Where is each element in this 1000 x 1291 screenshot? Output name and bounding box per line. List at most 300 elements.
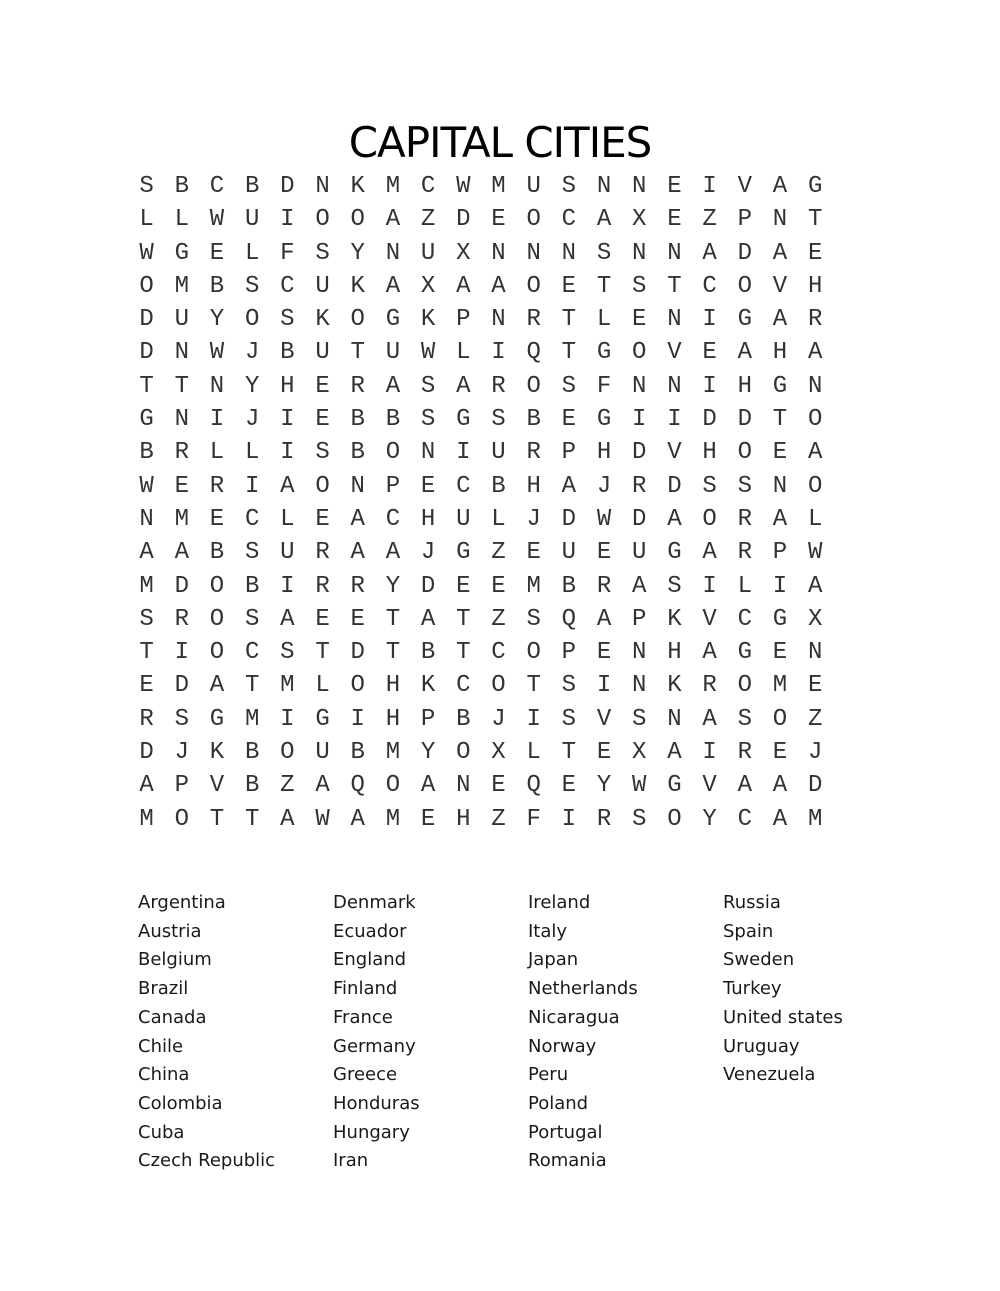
grid-letter[interactable]: W <box>456 173 471 200</box>
grid-letter[interactable]: S <box>174 705 189 733</box>
grid-letter[interactable]: N <box>491 306 506 334</box>
grid-letter[interactable]: H <box>702 439 717 467</box>
grid-letter[interactable]: B <box>174 173 189 200</box>
grid-letter[interactable]: B <box>244 739 260 767</box>
grid-letter[interactable]: R <box>526 439 541 467</box>
grid-letter[interactable]: T <box>315 639 330 667</box>
grid-letter[interactable]: S <box>315 439 330 467</box>
grid-letter[interactable]: V <box>702 605 717 633</box>
grid-letter[interactable]: N <box>632 239 647 267</box>
grid-letter[interactable]: S <box>280 639 295 667</box>
grid-letter[interactable]: E <box>209 505 225 533</box>
grid-letter[interactable]: P <box>385 472 401 500</box>
grid-letter[interactable]: R <box>139 705 154 733</box>
grid-letter[interactable]: G <box>737 306 752 334</box>
grid-letter[interactable]: G <box>596 406 612 434</box>
grid-letter[interactable]: O <box>737 439 752 467</box>
grid-letter[interactable]: W <box>315 805 330 833</box>
grid-letter[interactable]: N <box>667 306 682 334</box>
grid-letter[interactable]: N <box>632 639 647 667</box>
grid-letter[interactable]: L <box>244 439 260 467</box>
grid-letter[interactable]: E <box>772 739 788 767</box>
grid-letter[interactable]: O <box>491 672 506 700</box>
grid-letter[interactable]: E <box>420 805 436 833</box>
grid-letter[interactable]: N <box>807 372 823 400</box>
grid-letter[interactable]: G <box>456 406 471 434</box>
grid-letter[interactable]: A <box>561 472 577 500</box>
grid-letter[interactable]: G <box>209 705 225 733</box>
grid-letter[interactable]: O <box>315 206 330 234</box>
grid-letter[interactable]: O <box>702 505 717 533</box>
grid-letter[interactable]: C <box>244 505 260 533</box>
grid-letter[interactable]: K <box>209 739 225 767</box>
grid-letter[interactable]: C <box>456 472 471 500</box>
grid-letter[interactable]: E <box>315 406 330 434</box>
grid-letter[interactable]: C <box>420 173 436 200</box>
grid-letter[interactable]: X <box>807 605 823 633</box>
grid-letter[interactable]: O <box>667 805 682 833</box>
grid-letter[interactable]: L <box>491 505 506 533</box>
grid-letter[interactable]: L <box>596 306 612 334</box>
grid-letter[interactable]: O <box>737 272 752 300</box>
grid-letter[interactable]: B <box>526 406 541 434</box>
grid-letter[interactable]: G <box>667 772 682 800</box>
grid-letter[interactable]: S <box>737 472 752 500</box>
grid-letter[interactable]: K <box>420 672 436 700</box>
grid-letter[interactable]: S <box>244 605 260 633</box>
grid-letter[interactable]: Z <box>702 206 717 234</box>
grid-letter[interactable]: D <box>702 406 717 434</box>
grid-letter[interactable]: R <box>174 439 189 467</box>
grid-letter[interactable]: W <box>596 505 612 533</box>
grid-letter[interactable]: I <box>280 406 295 434</box>
grid-letter[interactable]: L <box>807 505 823 533</box>
grid-letter[interactable]: U <box>244 206 260 234</box>
grid-letter[interactable]: B <box>350 406 365 434</box>
grid-letter[interactable]: I <box>350 705 365 733</box>
grid-letter[interactable]: S <box>420 406 436 434</box>
grid-letter[interactable]: O <box>209 605 225 633</box>
grid-letter[interactable]: B <box>244 772 260 800</box>
grid-letter[interactable]: U <box>456 505 471 533</box>
grid-letter[interactable]: W <box>420 339 436 367</box>
grid-letter[interactable]: G <box>174 239 189 267</box>
grid-letter[interactable]: B <box>209 539 225 567</box>
grid-letter[interactable]: S <box>632 705 647 733</box>
grid-letter[interactable]: W <box>139 472 154 500</box>
grid-letter[interactable]: N <box>772 206 788 234</box>
grid-letter[interactable]: V <box>209 772 225 800</box>
grid-letter[interactable]: K <box>315 306 330 334</box>
grid-letter[interactable]: O <box>526 639 541 667</box>
grid-letter[interactable]: R <box>209 472 225 500</box>
grid-letter[interactable]: C <box>561 206 577 234</box>
grid-letter[interactable]: H <box>280 372 295 400</box>
grid-letter[interactable]: A <box>702 539 717 567</box>
grid-letter[interactable]: O <box>174 805 189 833</box>
grid-letter[interactable]: P <box>561 639 577 667</box>
grid-letter[interactable]: A <box>350 539 365 567</box>
grid-letter[interactable]: L <box>139 206 154 234</box>
grid-letter[interactable]: T <box>561 739 577 767</box>
grid-letter[interactable]: N <box>350 472 365 500</box>
grid-letter[interactable]: A <box>772 772 788 800</box>
grid-letter[interactable]: M <box>174 505 189 533</box>
grid-letter[interactable]: O <box>385 772 401 800</box>
grid-letter[interactable]: M <box>491 173 506 200</box>
grid-letter[interactable]: M <box>280 672 295 700</box>
grid-letter[interactable]: Y <box>244 372 260 400</box>
grid-letter[interactable]: A <box>772 505 788 533</box>
grid-letter[interactable]: X <box>491 739 506 767</box>
grid-letter[interactable]: W <box>139 239 154 267</box>
grid-letter[interactable]: N <box>491 239 506 267</box>
grid-letter[interactable]: A <box>280 605 295 633</box>
grid-letter[interactable]: I <box>280 439 295 467</box>
grid-letter[interactable]: P <box>632 605 647 633</box>
grid-letter[interactable]: E <box>491 572 506 600</box>
grid-letter[interactable]: N <box>526 239 541 267</box>
grid-letter[interactable]: E <box>526 539 541 567</box>
grid-letter[interactable]: Y <box>385 572 401 600</box>
grid-letter[interactable]: D <box>420 572 436 600</box>
grid-letter[interactable]: A <box>772 805 788 833</box>
grid-letter[interactable]: S <box>139 173 154 200</box>
grid-letter[interactable]: D <box>667 472 682 500</box>
grid-letter[interactable]: W <box>807 539 823 567</box>
grid-letter[interactable]: M <box>385 805 401 833</box>
grid-letter[interactable]: T <box>385 639 401 667</box>
grid-letter[interactable]: A <box>702 239 717 267</box>
grid-letter[interactable]: Y <box>702 805 717 833</box>
grid-letter[interactable]: A <box>807 572 823 600</box>
grid-letter[interactable]: D <box>139 339 154 367</box>
grid-letter[interactable]: U <box>315 272 330 300</box>
grid-letter[interactable]: A <box>667 739 682 767</box>
grid-letter[interactable]: S <box>561 173 577 200</box>
grid-letter[interactable]: A <box>350 505 365 533</box>
grid-letter[interactable]: E <box>667 173 682 200</box>
grid-letter[interactable]: A <box>280 472 295 500</box>
grid-letter[interactable]: C <box>209 173 225 200</box>
grid-letter[interactable]: B <box>350 439 365 467</box>
grid-letter[interactable]: E <box>315 372 330 400</box>
grid-letter[interactable]: P <box>174 772 189 800</box>
grid-letter[interactable]: I <box>702 173 717 200</box>
grid-letter[interactable]: E <box>456 572 471 600</box>
grid-letter[interactable]: S <box>632 272 647 300</box>
grid-letter[interactable]: A <box>772 306 788 334</box>
grid-letter[interactable]: E <box>561 406 577 434</box>
grid-letter[interactable]: N <box>174 406 189 434</box>
grid-letter[interactable]: D <box>632 505 647 533</box>
grid-letter[interactable]: E <box>209 239 225 267</box>
grid-letter[interactable]: T <box>456 639 471 667</box>
grid-letter[interactable]: M <box>385 739 401 767</box>
grid-letter[interactable]: Y <box>350 239 365 267</box>
grid-letter[interactable]: X <box>632 739 647 767</box>
grid-letter[interactable]: O <box>315 472 330 500</box>
grid-letter[interactable]: Q <box>561 605 577 633</box>
grid-letter[interactable]: K <box>350 272 365 300</box>
grid-letter[interactable]: E <box>772 639 788 667</box>
grid-letter[interactable]: E <box>632 306 647 334</box>
grid-letter[interactable]: D <box>456 206 471 234</box>
grid-letter[interactable]: R <box>174 605 189 633</box>
grid-letter[interactable]: N <box>632 372 647 400</box>
grid-letter[interactable]: T <box>174 372 189 400</box>
grid-letter[interactable]: A <box>385 206 401 234</box>
grid-letter[interactable]: E <box>596 539 612 567</box>
grid-letter[interactable]: S <box>420 372 436 400</box>
grid-letter[interactable]: N <box>667 705 682 733</box>
grid-letter[interactable]: M <box>139 805 154 833</box>
grid-letter[interactable]: C <box>280 272 295 300</box>
grid-letter[interactable]: J <box>420 539 436 567</box>
grid-letter[interactable]: C <box>702 272 717 300</box>
grid-letter[interactable]: E <box>596 739 612 767</box>
grid-letter[interactable]: J <box>526 505 541 533</box>
grid-letter[interactable]: S <box>737 705 752 733</box>
grid-letter[interactable]: B <box>280 339 295 367</box>
grid-letter[interactable]: T <box>772 406 788 434</box>
grid-letter[interactable]: O <box>244 306 260 334</box>
grid-letter[interactable]: D <box>807 772 823 800</box>
grid-letter[interactable]: D <box>139 306 154 334</box>
grid-letter[interactable]: N <box>596 173 612 200</box>
grid-letter[interactable]: S <box>526 605 541 633</box>
grid-letter[interactable]: T <box>385 605 401 633</box>
grid-letter[interactable]: A <box>667 505 682 533</box>
grid-letter[interactable]: V <box>737 173 752 200</box>
grid-letter[interactable]: S <box>561 705 577 733</box>
grid-letter[interactable]: I <box>632 406 647 434</box>
grid-letter[interactable]: S <box>596 239 612 267</box>
grid-letter[interactable]: D <box>174 572 189 600</box>
grid-letter[interactable]: Q <box>350 772 365 800</box>
grid-letter[interactable]: X <box>632 206 647 234</box>
grid-letter[interactable]: G <box>596 339 612 367</box>
grid-letter[interactable]: T <box>596 272 612 300</box>
grid-letter[interactable]: U <box>385 339 401 367</box>
grid-letter[interactable]: L <box>315 672 330 700</box>
grid-letter[interactable]: R <box>737 505 752 533</box>
grid-letter[interactable]: R <box>491 372 506 400</box>
grid-letter[interactable]: A <box>209 672 225 700</box>
grid-letter[interactable]: B <box>385 406 401 434</box>
grid-letter[interactable]: E <box>807 239 823 267</box>
grid-letter[interactable]: E <box>561 772 577 800</box>
grid-letter[interactable]: A <box>420 772 436 800</box>
grid-letter[interactable]: U <box>420 239 436 267</box>
grid-letter[interactable]: S <box>702 472 717 500</box>
grid-letter[interactable]: R <box>737 739 752 767</box>
grid-letter[interactable]: A <box>456 272 471 300</box>
grid-letter[interactable]: A <box>280 805 295 833</box>
grid-letter[interactable]: G <box>315 705 330 733</box>
grid-letter[interactable]: O <box>807 472 823 500</box>
grid-letter[interactable]: I <box>280 206 295 234</box>
grid-letter[interactable]: I <box>491 339 506 367</box>
grid-letter[interactable]: T <box>209 805 225 833</box>
grid-letter[interactable]: S <box>244 539 260 567</box>
grid-letter[interactable]: T <box>244 805 260 833</box>
grid-letter[interactable]: M <box>244 705 260 733</box>
grid-letter[interactable]: E <box>772 439 788 467</box>
grid-letter[interactable]: L <box>244 239 260 267</box>
grid-letter[interactable]: M <box>139 572 154 600</box>
grid-letter[interactable]: E <box>667 206 682 234</box>
grid-letter[interactable]: I <box>702 739 717 767</box>
grid-letter[interactable]: S <box>632 805 647 833</box>
grid-letter[interactable]: R <box>315 572 330 600</box>
grid-letter[interactable]: E <box>174 472 189 500</box>
grid-letter[interactable]: A <box>385 372 401 400</box>
grid-letter[interactable]: O <box>350 672 365 700</box>
grid-letter[interactable]: A <box>456 372 471 400</box>
grid-letter[interactable]: U <box>280 539 295 567</box>
grid-letter[interactable]: Z <box>807 705 823 733</box>
grid-letter[interactable]: R <box>807 306 823 334</box>
grid-letter[interactable]: L <box>526 739 541 767</box>
grid-letter[interactable]: O <box>350 306 365 334</box>
grid-letter[interactable]: O <box>737 672 752 700</box>
grid-letter[interactable]: A <box>807 339 823 367</box>
grid-letter[interactable]: E <box>350 605 365 633</box>
grid-letter[interactable]: A <box>807 439 823 467</box>
grid-letter[interactable]: L <box>174 206 189 234</box>
grid-letter[interactable]: S <box>139 605 154 633</box>
grid-letter[interactable]: G <box>772 372 788 400</box>
grid-letter[interactable]: O <box>456 739 471 767</box>
grid-letter[interactable]: A <box>139 539 154 567</box>
grid-letter[interactable]: D <box>737 239 752 267</box>
grid-letter[interactable]: A <box>420 605 436 633</box>
grid-letter[interactable]: N <box>456 772 471 800</box>
grid-letter[interactable]: H <box>737 372 752 400</box>
grid-letter[interactable]: S <box>315 239 330 267</box>
grid-letter[interactable]: B <box>350 739 365 767</box>
grid-letter[interactable]: A <box>772 239 788 267</box>
grid-letter[interactable]: R <box>596 805 612 833</box>
grid-letter[interactable]: N <box>174 339 189 367</box>
grid-letter[interactable]: A <box>385 539 401 567</box>
grid-letter[interactable]: H <box>420 505 436 533</box>
grid-letter[interactable]: C <box>385 505 401 533</box>
grid-letter[interactable]: V <box>667 339 682 367</box>
grid-letter[interactable]: D <box>280 173 295 200</box>
grid-letter[interactable]: H <box>385 672 401 700</box>
grid-letter[interactable]: P <box>456 306 471 334</box>
grid-letter[interactable]: E <box>491 206 506 234</box>
grid-letter[interactable]: K <box>667 672 682 700</box>
grid-letter[interactable]: G <box>385 306 401 334</box>
grid-letter[interactable]: Y <box>209 306 225 334</box>
grid-letter[interactable]: S <box>280 306 295 334</box>
grid-letter[interactable]: E <box>807 672 823 700</box>
grid-letter[interactable]: G <box>667 539 682 567</box>
grid-letter[interactable]: J <box>244 406 260 434</box>
grid-letter[interactable]: K <box>420 306 436 334</box>
grid-letter[interactable]: A <box>632 572 647 600</box>
grid-letter[interactable]: Z <box>491 605 506 633</box>
grid-letter[interactable]: A <box>491 272 506 300</box>
grid-letter[interactable]: C <box>456 672 471 700</box>
grid-letter[interactable]: T <box>526 672 541 700</box>
grid-letter[interactable]: S <box>667 572 682 600</box>
grid-letter[interactable]: O <box>772 705 788 733</box>
grid-letter[interactable]: H <box>772 339 788 367</box>
grid-letter[interactable]: B <box>561 572 577 600</box>
grid-letter[interactable]: L <box>737 572 752 600</box>
grid-letter[interactable]: A <box>139 772 154 800</box>
grid-letter[interactable]: F <box>526 805 541 833</box>
grid-letter[interactable]: E <box>315 605 330 633</box>
grid-letter[interactable]: M <box>807 805 823 833</box>
grid-letter[interactable]: N <box>315 173 330 200</box>
grid-letter[interactable]: N <box>209 372 225 400</box>
grid-letter[interactable]: C <box>491 639 506 667</box>
grid-letter[interactable]: R <box>632 472 647 500</box>
grid-letter[interactable]: B <box>244 173 260 200</box>
grid-letter[interactable]: O <box>209 572 225 600</box>
grid-letter[interactable]: T <box>244 672 260 700</box>
grid-letter[interactable]: E <box>491 772 506 800</box>
grid-letter[interactable]: P <box>420 705 436 733</box>
grid-letter[interactable]: R <box>596 572 612 600</box>
grid-letter[interactable]: R <box>526 306 541 334</box>
grid-letter[interactable]: B <box>244 572 260 600</box>
grid-letter[interactable]: B <box>139 439 154 467</box>
grid-letter[interactable]: T <box>350 339 365 367</box>
grid-letter[interactable]: I <box>209 406 225 434</box>
grid-letter[interactable]: D <box>632 439 647 467</box>
grid-letter[interactable]: W <box>209 339 225 367</box>
grid-letter[interactable]: E <box>561 272 577 300</box>
grid-letter[interactable]: O <box>632 339 647 367</box>
grid-letter[interactable]: G <box>456 539 471 567</box>
grid-letter[interactable]: T <box>807 206 823 234</box>
grid-letter[interactable]: U <box>491 439 506 467</box>
grid-letter[interactable]: R <box>350 572 365 600</box>
grid-letter[interactable]: I <box>280 705 295 733</box>
grid-letter[interactable]: Z <box>420 206 436 234</box>
grid-letter[interactable]: I <box>772 572 788 600</box>
grid-letter[interactable]: A <box>385 272 401 300</box>
grid-letter[interactable]: N <box>139 505 154 533</box>
grid-letter[interactable]: S <box>244 272 260 300</box>
grid-letter[interactable]: Q <box>526 339 541 367</box>
grid-letter[interactable]: B <box>420 639 436 667</box>
grid-letter[interactable]: E <box>702 339 717 367</box>
grid-letter[interactable]: O <box>526 372 541 400</box>
grid-letter[interactable]: S <box>561 372 577 400</box>
grid-letter[interactable]: H <box>807 272 823 300</box>
grid-letter[interactable]: N <box>632 173 647 200</box>
grid-letter[interactable]: Z <box>280 772 295 800</box>
grid-letter[interactable]: B <box>456 705 471 733</box>
grid-letter[interactable]: O <box>526 206 541 234</box>
grid-letter[interactable]: J <box>244 339 260 367</box>
grid-letter[interactable]: B <box>209 272 225 300</box>
grid-letter[interactable]: A <box>174 539 189 567</box>
grid-letter[interactable]: T <box>139 372 154 400</box>
grid-letter[interactable]: V <box>667 439 682 467</box>
grid-letter[interactable]: N <box>667 372 682 400</box>
grid-letter[interactable]: O <box>526 272 541 300</box>
grid-letter[interactable]: G <box>139 406 154 434</box>
grid-letter[interactable]: I <box>526 705 541 733</box>
